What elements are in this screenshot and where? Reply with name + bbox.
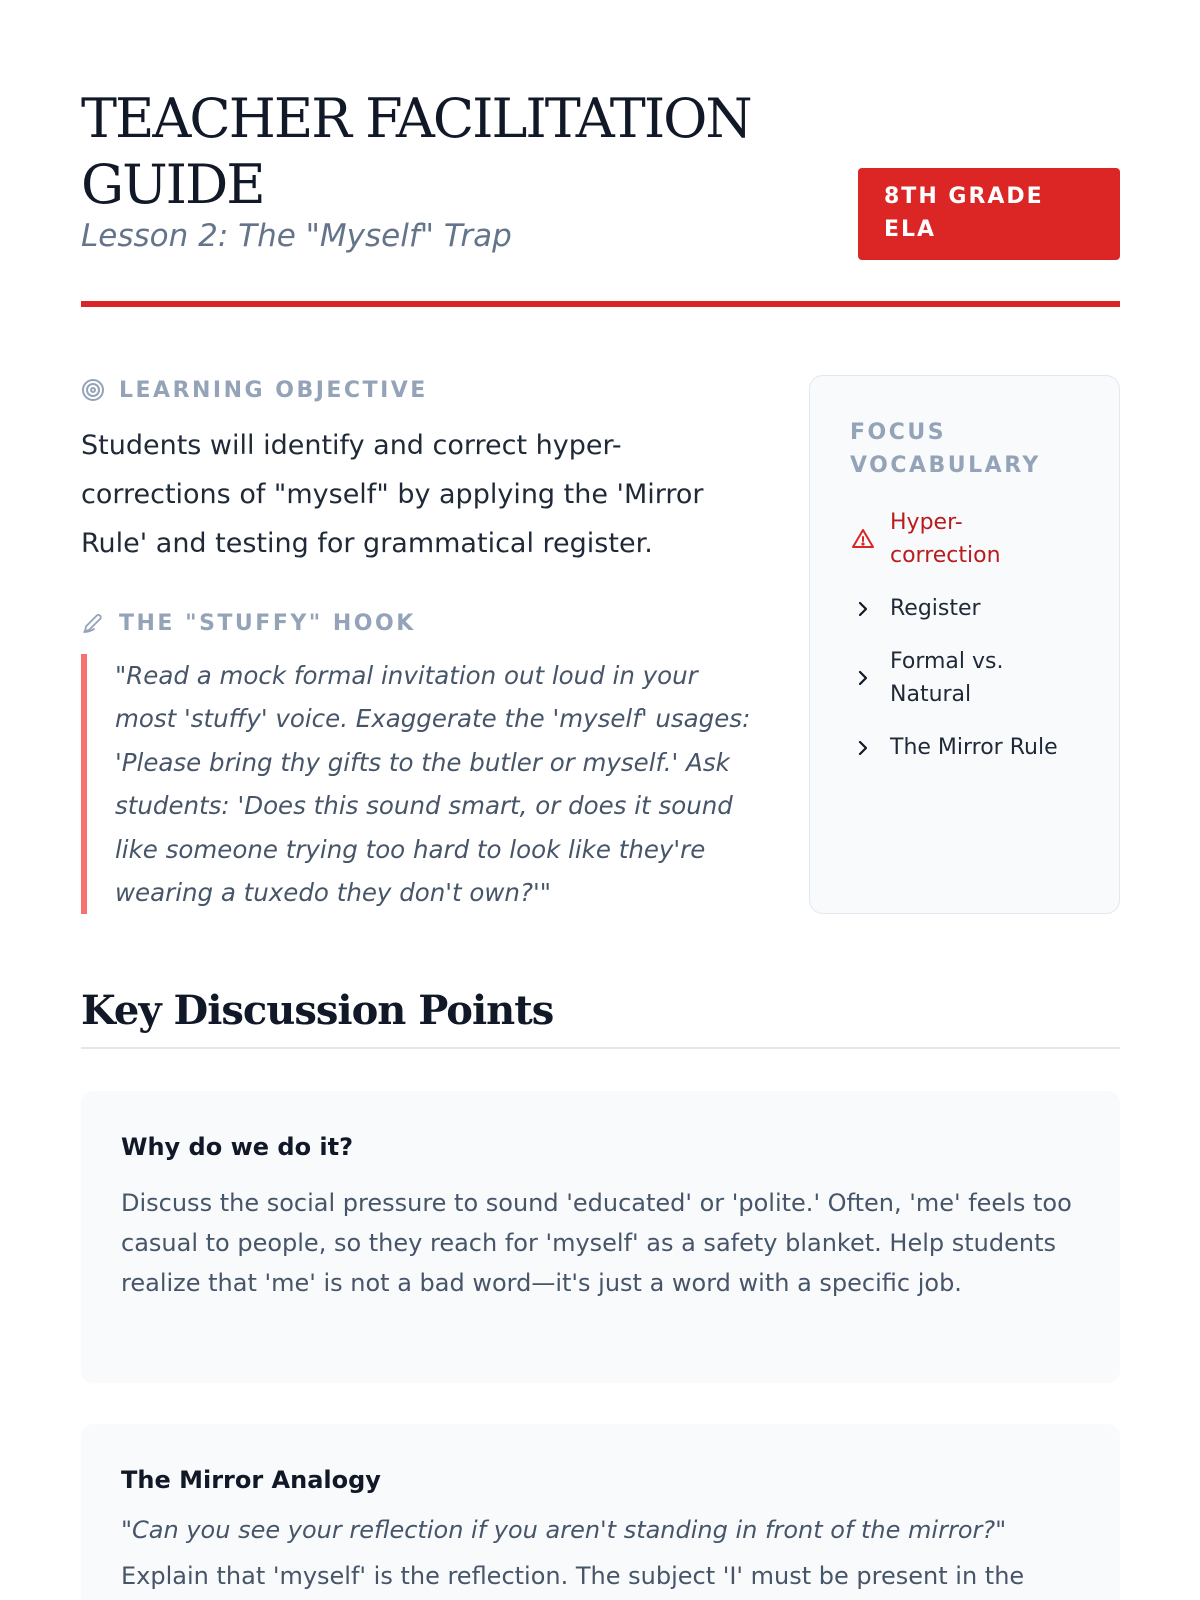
- discussion-point-card: [81, 1424, 1120, 1600]
- guide-header: [81, 86, 1120, 306]
- chevron-right-icon: [850, 669, 876, 687]
- discussion-point-card: [81, 1091, 1120, 1383]
- chevron-right-icon: [850, 600, 876, 618]
- point-title: The Mirror Analogy: [121, 1466, 381, 1494]
- vocab-item-label: The Mirror Rule: [890, 735, 1058, 760]
- grade-badge: 8TH GRADE ELA: [858, 168, 1120, 260]
- warning-icon: [850, 527, 876, 551]
- header-divider: [81, 301, 1120, 307]
- hook-label-text: THE "STUFFY" HOOK: [119, 610, 416, 636]
- discussion-divider: [81, 1047, 1120, 1049]
- point-body: Explain that 'myself' is the reflection. The subject 'I' must be present in the: [121, 1562, 1025, 1590]
- objective-text: Students will identify and correct hyper-corrections of "myself" by applying the 'Mirror Rule' and testing for grammatical register.: [81, 430, 704, 559]
- point-body: Discuss the social pressure to sound 'educated' or 'polite.' Often, 'me' feels too casual to people, so they reach for 'myself' as a safety blanket. Help students realize that 'me' is not a bad word—it's just a word with a specific job.: [121, 1189, 1072, 1297]
- vocabulary-title: FOCUS VOCABULARY: [850, 420, 1041, 478]
- vocab-item-label: Hyper-correction: [890, 510, 1001, 568]
- point-title: Why do we do it?: [121, 1133, 354, 1161]
- vocab-item-hyper-correction: [850, 506, 1089, 572]
- vocab-item-label: Register: [890, 596, 981, 621]
- hook-quote: "Read a mock formal invitation out loud in your most 'stuffy' voice. Exaggerate the 'myself' usages: 'Please bring thy gifts to the butler or myself.' Ask students: 'Does this sound smart, or does it sound like someone trying too hard to look like they're wearing a tuxedo they don't own?'": [81, 654, 761, 914]
- vocab-item-label: Formal vs. Natural: [890, 649, 1004, 707]
- focus-vocabulary-card: [809, 375, 1120, 914]
- objective-label: [81, 375, 428, 405]
- page-title: TEACHER FACILITATION GUIDE: [81, 87, 751, 216]
- point-quote: "Can you see your reflection if you aren't standing in front of the mirror?": [121, 1516, 1007, 1544]
- hook-label: [81, 608, 416, 638]
- pen-icon: [81, 611, 105, 635]
- objective-label-text: LEARNING OBJECTIVE: [119, 377, 428, 403]
- chevron-right-icon: [850, 739, 876, 757]
- vocab-item-register: [850, 592, 1089, 625]
- vocab-item-formal-vs-natural: [850, 645, 1089, 711]
- target-icon: [81, 378, 105, 402]
- discussion-heading: Key Discussion Points: [81, 987, 554, 1034]
- vocabulary-list: [850, 506, 1089, 764]
- lesson-subtitle: Lesson 2: The "Myself" Trap: [81, 218, 512, 254]
- vocab-item-mirror-rule: [850, 731, 1089, 764]
